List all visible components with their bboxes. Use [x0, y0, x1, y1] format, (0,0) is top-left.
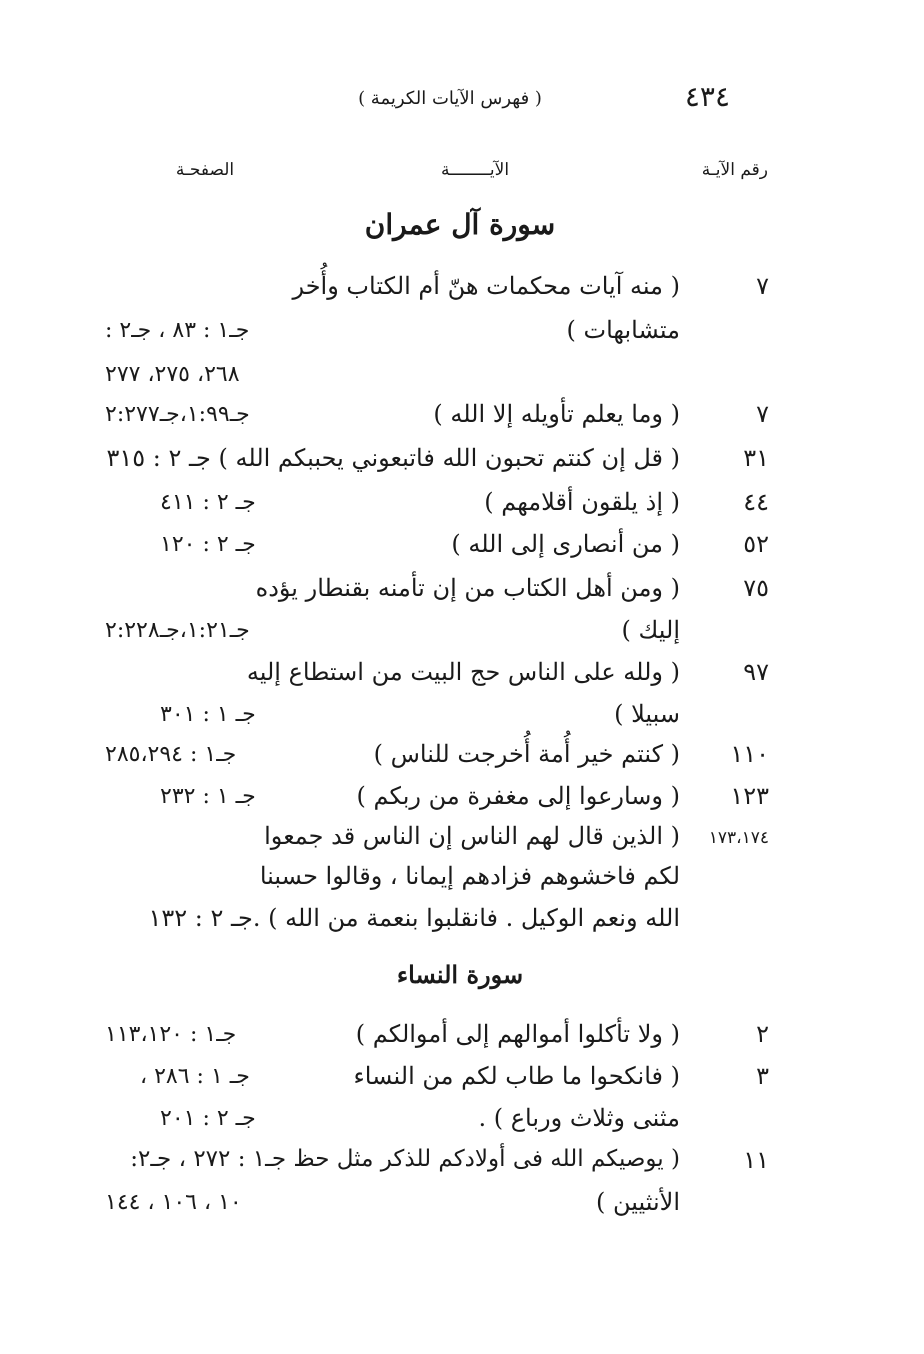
verse-text: ( ولله على الناس حج البيت من استطاع إليه: [246, 658, 680, 686]
verse-text: الأنثيين ): [595, 1188, 680, 1216]
page-reference: جـ ٢ : ٤١١: [160, 490, 256, 515]
verse-number: ٩٧: [743, 658, 769, 686]
verse-number: ٥٢: [743, 530, 769, 558]
verse-text: ( فانكحوا ما طاب لكم من النساء: [353, 1062, 680, 1090]
index-entry: [0, 822, 924, 866]
index-entry-continuation: [0, 700, 924, 744]
page-reference: جـ١:٩٩،جـ٢:٢٧٧: [105, 402, 250, 427]
index-entry-continuation: [0, 862, 924, 906]
verse-number: ٧: [756, 272, 769, 300]
verse-text: ( وسارعوا إلى مغفرة من ربكم ): [356, 782, 680, 810]
page-reference: جـ١:٢١،جـ٢:٢٢٨: [105, 618, 250, 643]
verse-text: ( ومن أهل الكتاب من إن تأمنه بقنطار يؤده: [255, 574, 680, 602]
page-reference: جـ ١ : ٢٣٢: [160, 784, 256, 809]
index-entry-continuation: [0, 1188, 924, 1232]
index-entry-continuation: [0, 904, 924, 948]
verse-text: ( قل إن كنتم تحبون الله فاتبعوني يحببكم الله ) جـ ٢ : ٣١٥: [106, 444, 680, 472]
verse-number: ٣١: [743, 444, 769, 472]
column-heading-page: الصفحـة: [175, 160, 235, 180]
verse-number: ٧: [756, 400, 769, 428]
index-entry: [0, 444, 924, 488]
surah-title: سورة النساء: [396, 960, 524, 989]
index-entry: [0, 488, 924, 532]
index-entry-continuation: [0, 1104, 924, 1148]
page-reference: جـ١ : ٢٨٥،٢٩٤: [105, 742, 237, 767]
page-reference: جـ١ : ٨٣ ، جـ٢ :: [105, 318, 250, 343]
index-entry: [0, 1062, 924, 1106]
verse-text: ( وما يعلم تأويله إلا الله ): [433, 400, 680, 428]
verse-number: ٢: [756, 1020, 769, 1048]
verse-number: ٣: [756, 1062, 769, 1090]
index-entry: [0, 574, 924, 618]
column-heading-verse: الآيــــــــة: [440, 160, 510, 180]
page-reference: جـ١ : ١١٣،١٢٠: [105, 1022, 237, 1047]
verse-text: ( يوصيكم الله فى أولادكم للذكر مثل حظ جـ١ : ٢٧٢ ، جـ٢:: [130, 1146, 680, 1172]
verse-number: ١٢٣: [730, 782, 769, 810]
index-entry: [0, 1020, 924, 1064]
page-reference: ١٠ ، ١٠٦ ، ١٤٤: [105, 1190, 242, 1215]
verse-text: سبيلا ): [614, 700, 680, 728]
column-heading-verse-number: رقم الآيـة: [701, 160, 768, 180]
index-entry: [0, 782, 924, 826]
verse-text: مثنى وثلاث ورباع ) .: [478, 1104, 680, 1132]
page-reference: ٢٦٨، ٢٧٥، ٢٧٧: [105, 362, 240, 387]
index-entry: [0, 1146, 924, 1190]
index-entry: [0, 400, 924, 444]
verse-number: ١٧٣،١٧٤: [708, 828, 769, 848]
verse-text: الله ونعم الوكيل . فانقلبوا بنعمة من الله ) .جـ ٢ : ١٣٢: [148, 904, 680, 932]
verse-text: إليك ): [621, 616, 680, 644]
page-reference: جـ ٢ : ٢٠١: [160, 1106, 256, 1131]
index-entry: [0, 530, 924, 574]
verse-text: ( ولا تأكلوا أموالهم إلى أموالكم ): [355, 1020, 680, 1048]
verse-text: ( من أنصارى إلى الله ): [451, 530, 680, 558]
index-entry-continuation: [0, 316, 924, 360]
index-entry: [0, 740, 924, 784]
verse-text: لكم فاخشوهم فزادهم إيمانا ، وقالوا حسبنا: [259, 862, 680, 890]
verse-number: ٧٥: [743, 574, 769, 602]
verse-text: ( منه آيات محكمات هنّ أم الكتاب وأُخر: [292, 272, 680, 300]
index-entry: [0, 272, 924, 316]
page-reference: جـ ١ : ٣٠١: [160, 702, 256, 727]
verse-text: ( الذين قال لهم الناس إن الناس قد جمعوا: [264, 822, 680, 850]
verse-number: ٤٤: [743, 488, 769, 516]
running-title: ( فهرس الآيات الكريمة ): [358, 88, 542, 109]
verse-number: ١١٠: [730, 740, 769, 768]
verse-number: ١١: [743, 1146, 769, 1174]
verse-text: متشابهات ): [566, 316, 680, 344]
verse-text: ( إذ يلقون أقلامهم ): [484, 488, 680, 516]
page-reference: جـ ٢ : ١٢٠: [160, 532, 256, 557]
surah-title: سورة آل عمران: [364, 208, 556, 241]
index-entry: [0, 658, 924, 702]
page-number: ٤٣٤: [684, 80, 730, 113]
index-entry-continuation: [0, 616, 924, 660]
verse-text: ( كنتم خير أُمة أُخرجت للناس ): [373, 740, 680, 768]
page-reference: جـ ١ : ٢٨٦ ،: [140, 1064, 250, 1089]
index-entry-continuation: [0, 360, 924, 404]
